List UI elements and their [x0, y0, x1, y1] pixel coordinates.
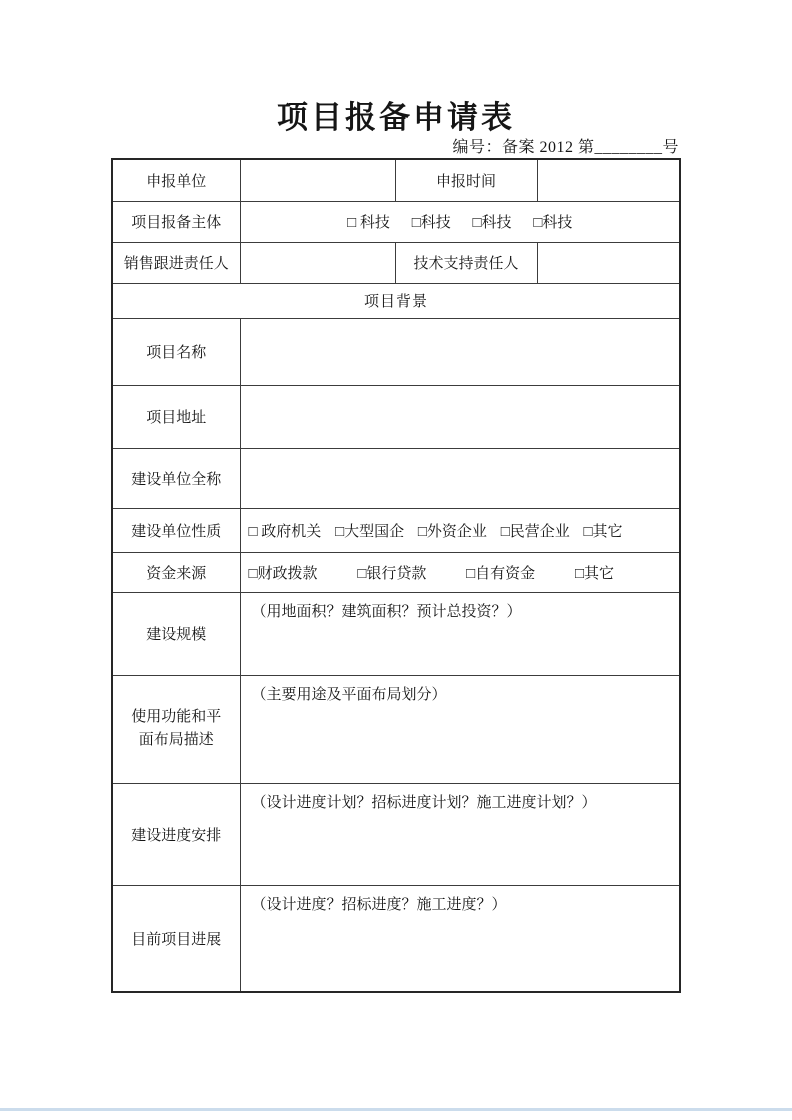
- table-row-section-header: [112, 283, 680, 318]
- input-cell-sales-owner[interactable]: [240, 242, 395, 283]
- funding-checkbox-group: [240, 552, 680, 592]
- label-construction-schedule: 建设进度安排: [112, 783, 240, 885]
- label-builder-type: 建设单位性质: [112, 508, 240, 552]
- input-cell-project-name[interactable]: [240, 318, 680, 385]
- label-tech-support-owner: 技术支持责任人: [395, 242, 537, 283]
- label-funding-source: 资金来源: [112, 552, 240, 592]
- table-row-progress: [112, 885, 680, 992]
- checkbox-option-bank-loan[interactable]: □银行贷款: [357, 565, 427, 582]
- application-form-table: [111, 158, 681, 993]
- section-header-project-background: 项目背景: [112, 283, 680, 318]
- hint-construction-scale: （用地面积？建筑面积？预计总投资？）: [251, 603, 522, 620]
- checkbox-option-tech-1[interactable]: □ 科技: [347, 215, 390, 231]
- checkbox-option-private-enterprise[interactable]: □民营企业: [500, 523, 570, 540]
- table-row-project-name: [112, 318, 680, 385]
- table-row-subject: [112, 201, 680, 242]
- subject-checkbox-group: [240, 201, 680, 242]
- checkbox-option-tech-4[interactable]: □科技: [533, 215, 573, 231]
- builder-type-checkbox-group: [240, 508, 680, 552]
- table-row-project-address: [112, 385, 680, 448]
- table-row-usage: [112, 675, 680, 783]
- input-cell-tech-support-owner[interactable]: [537, 242, 680, 283]
- checkbox-option-funding-other[interactable]: □其它: [574, 565, 614, 582]
- input-cell-declare-time[interactable]: [537, 159, 680, 201]
- input-cell-project-address[interactable]: [240, 385, 680, 448]
- label-declare-time: 申报时间: [395, 159, 537, 201]
- label-project-address: 项目地址: [112, 385, 240, 448]
- label-usage-layout-text: 使用功能和平面布局描述: [131, 708, 222, 748]
- table-row-builder-type: [112, 508, 680, 552]
- label-construction-scale: 建设规模: [112, 592, 240, 675]
- checkbox-option-foreign-enterprise[interactable]: □外资企业: [417, 523, 487, 540]
- table-row-funding: [112, 552, 680, 592]
- input-cell-builder-full-name[interactable]: [240, 448, 680, 508]
- label-project-name: 项目名称: [112, 318, 240, 385]
- page-title: 项目报备申请表: [277, 100, 515, 135]
- input-cell-construction-schedule[interactable]: [240, 783, 680, 885]
- table-row-builder-name: [112, 448, 680, 508]
- label-sales-owner: 销售跟进责任人: [112, 242, 240, 283]
- checkbox-option-own-funds[interactable]: □自有资金: [466, 565, 536, 582]
- checkbox-option-fiscal-funds[interactable]: □财政拨款: [248, 565, 318, 582]
- input-cell-declaring-unit[interactable]: [240, 159, 395, 201]
- hint-current-progress: （设计进度？招标进度？施工进度？）: [251, 896, 507, 913]
- hint-construction-schedule: （设计进度计划？招标进度计划？施工进度计划？）: [251, 794, 597, 811]
- input-cell-usage-layout[interactable]: [240, 675, 680, 783]
- table-row-scale: [112, 592, 680, 675]
- table-row-owners: [112, 242, 680, 283]
- label-filing-subject: 项目报备主体: [112, 201, 240, 242]
- checkbox-option-tech-3[interactable]: □科技: [472, 215, 512, 231]
- input-cell-current-progress[interactable]: [240, 885, 680, 992]
- table-row-schedule: [112, 783, 680, 885]
- label-declaring-unit: 申报单位: [112, 159, 240, 201]
- checkbox-option-tech-2[interactable]: □科技: [411, 215, 451, 231]
- label-usage-layout: [112, 675, 240, 783]
- input-cell-construction-scale[interactable]: [240, 592, 680, 675]
- checkbox-option-builder-other[interactable]: □其它: [583, 523, 623, 540]
- document-code-line: 编号：备案 2012 第________号: [452, 139, 679, 156]
- hint-usage-layout: （主要用途及平面布局划分）: [251, 686, 447, 703]
- checkbox-option-government[interactable]: □ 政府机关: [248, 523, 322, 540]
- page-bottom-rule: [0, 1108, 792, 1111]
- checkbox-option-state-enterprise[interactable]: □大型国企: [335, 523, 405, 540]
- label-current-progress: 目前项目进展: [112, 885, 240, 992]
- table-row-declare: [112, 159, 680, 201]
- label-builder-full-name: 建设单位全称: [112, 448, 240, 508]
